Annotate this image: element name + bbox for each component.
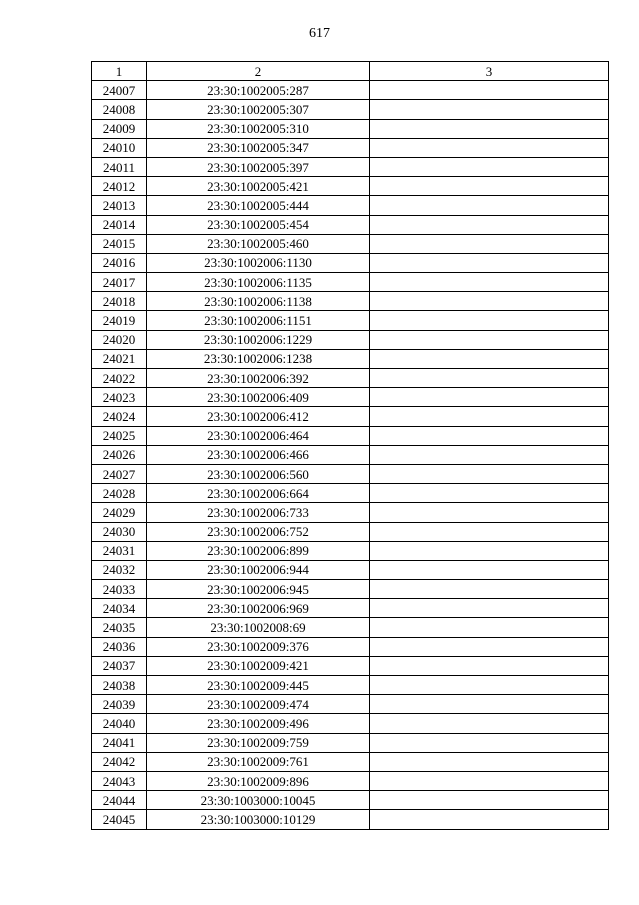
table-row (92, 733, 609, 752)
row-number-cell: 24027 (92, 464, 147, 483)
row-number-cell: 24009 (92, 119, 147, 138)
table-body (92, 81, 609, 829)
row-number-cell: 24029 (92, 503, 147, 522)
row-number-cell: 24045 (92, 810, 147, 829)
cadastral-number-cell: 23:30:1002006:1229 (147, 330, 370, 349)
row-number-cell: 24018 (92, 292, 147, 311)
notes-cell (370, 599, 609, 618)
notes-cell (370, 81, 609, 100)
table-row (92, 292, 609, 311)
cadastral-number-cell: 23:30:1002006:1135 (147, 273, 370, 292)
table-row (92, 157, 609, 176)
table-row (92, 273, 609, 292)
cadastral-number-cell: 23:30:1002006:664 (147, 484, 370, 503)
row-number-cell: 24031 (92, 541, 147, 560)
table-row (92, 695, 609, 714)
row-number-cell: 24035 (92, 618, 147, 637)
row-number-cell: 24014 (92, 215, 147, 234)
notes-cell (370, 349, 609, 368)
row-number-cell: 24036 (92, 637, 147, 656)
row-number-cell: 24022 (92, 369, 147, 388)
notes-cell (370, 253, 609, 272)
cadastral-number-cell: 23:30:1002005:421 (147, 177, 370, 196)
cadastral-number-cell: 23:30:1002006:945 (147, 580, 370, 599)
notes-cell (370, 714, 609, 733)
notes-cell (370, 407, 609, 426)
notes-cell (370, 580, 609, 599)
table-row (92, 791, 609, 810)
table-row (92, 349, 609, 368)
cadastral-number-cell: 23:30:1002006:969 (147, 599, 370, 618)
notes-cell (370, 522, 609, 541)
row-number-cell: 24044 (92, 791, 147, 810)
row-number-cell: 24025 (92, 426, 147, 445)
column-header-1: 1 (92, 62, 147, 81)
cadastral-number-cell: 23:30:1003000:10129 (147, 810, 370, 829)
row-number-cell: 24012 (92, 177, 147, 196)
notes-cell (370, 273, 609, 292)
cadastral-number-cell: 23:30:1002009:759 (147, 733, 370, 752)
cadastral-number-cell: 23:30:1002006:1238 (147, 349, 370, 368)
notes-cell (370, 791, 609, 810)
table-row (92, 445, 609, 464)
table-row (92, 138, 609, 157)
cadastral-number-cell: 23:30:1002009:376 (147, 637, 370, 656)
table-row (92, 330, 609, 349)
notes-cell (370, 484, 609, 503)
cadastral-number-cell: 23:30:1002005:460 (147, 234, 370, 253)
table-row (92, 522, 609, 541)
row-number-cell: 24033 (92, 580, 147, 599)
row-number-cell: 24024 (92, 407, 147, 426)
row-number-cell: 24011 (92, 157, 147, 176)
table-row (92, 100, 609, 119)
row-number-cell: 24023 (92, 388, 147, 407)
notes-cell (370, 100, 609, 119)
cadastral-number-cell: 23:30:1002005:397 (147, 157, 370, 176)
table-row (92, 464, 609, 483)
table-row (92, 426, 609, 445)
row-number-cell: 24016 (92, 253, 147, 272)
registry-table (91, 61, 609, 830)
cadastral-number-cell: 23:30:1002009:474 (147, 695, 370, 714)
table-row (92, 656, 609, 675)
notes-cell (370, 560, 609, 579)
table-row (92, 311, 609, 330)
cadastral-number-cell: 23:30:1002006:466 (147, 445, 370, 464)
row-number-cell: 24042 (92, 752, 147, 771)
cadastral-number-cell: 23:30:1002009:896 (147, 771, 370, 790)
cadastral-number-cell: 23:30:1002005:444 (147, 196, 370, 215)
cadastral-number-cell: 23:30:1002005:287 (147, 81, 370, 100)
row-number-cell: 24020 (92, 330, 147, 349)
table-row (92, 503, 609, 522)
cadastral-number-cell: 23:30:1002006:1130 (147, 253, 370, 272)
notes-cell (370, 138, 609, 157)
row-number-cell: 24013 (92, 196, 147, 215)
notes-cell (370, 637, 609, 656)
cadastral-number-cell: 23:30:1002005:454 (147, 215, 370, 234)
notes-cell (370, 618, 609, 637)
notes-cell (370, 695, 609, 714)
table-row (92, 234, 609, 253)
cadastral-number-cell: 23:30:1002009:421 (147, 656, 370, 675)
cadastral-number-cell: 23:30:1002006:412 (147, 407, 370, 426)
row-number-cell: 24037 (92, 656, 147, 675)
table-row (92, 714, 609, 733)
notes-cell (370, 311, 609, 330)
row-number-cell: 24030 (92, 522, 147, 541)
row-number-cell: 24028 (92, 484, 147, 503)
table-row (92, 599, 609, 618)
row-number-cell: 24040 (92, 714, 147, 733)
table-row (92, 215, 609, 234)
cadastral-number-cell: 23:30:1002006:944 (147, 560, 370, 579)
notes-cell (370, 234, 609, 253)
table-row (92, 580, 609, 599)
table-row (92, 560, 609, 579)
table-header-row (92, 62, 609, 81)
cadastral-number-cell: 23:30:1002005:310 (147, 119, 370, 138)
cadastral-number-cell: 23:30:1002006:1138 (147, 292, 370, 311)
cadastral-number-cell: 23:30:1002006:560 (147, 464, 370, 483)
row-number-cell: 24032 (92, 560, 147, 579)
row-number-cell: 24039 (92, 695, 147, 714)
row-number-cell: 24026 (92, 445, 147, 464)
cadastral-number-cell: 23:30:1002009:761 (147, 752, 370, 771)
table-row (92, 407, 609, 426)
cadastral-number-cell: 23:30:1002008:69 (147, 618, 370, 637)
cadastral-number-cell: 23:30:1002006:409 (147, 388, 370, 407)
table-row (92, 618, 609, 637)
cadastral-number-cell: 23:30:1003000:10045 (147, 791, 370, 810)
table-row (92, 637, 609, 656)
notes-cell (370, 196, 609, 215)
table-row (92, 771, 609, 790)
row-number-cell: 24038 (92, 676, 147, 695)
column-header-3: 3 (370, 62, 609, 81)
table-row (92, 81, 609, 100)
row-number-cell: 24015 (92, 234, 147, 253)
notes-cell (370, 656, 609, 675)
cadastral-number-cell: 23:30:1002009:496 (147, 714, 370, 733)
notes-cell (370, 503, 609, 522)
notes-cell (370, 157, 609, 176)
notes-cell (370, 676, 609, 695)
notes-cell (370, 119, 609, 138)
table-row (92, 369, 609, 388)
table-row (92, 752, 609, 771)
notes-cell (370, 177, 609, 196)
table-row (92, 196, 609, 215)
notes-cell (370, 464, 609, 483)
table-row (92, 810, 609, 829)
row-number-cell: 24041 (92, 733, 147, 752)
notes-cell (370, 388, 609, 407)
cadastral-number-cell: 23:30:1002005:347 (147, 138, 370, 157)
notes-cell (370, 445, 609, 464)
row-number-cell: 24008 (92, 100, 147, 119)
notes-cell (370, 771, 609, 790)
notes-cell (370, 752, 609, 771)
column-header-2: 2 (147, 62, 370, 81)
notes-cell (370, 369, 609, 388)
table-row (92, 676, 609, 695)
cadastral-number-cell: 23:30:1002009:445 (147, 676, 370, 695)
cadastral-number-cell: 23:30:1002006:464 (147, 426, 370, 445)
cadastral-number-cell: 23:30:1002006:733 (147, 503, 370, 522)
page-number: 617 (309, 26, 330, 41)
cadastral-number-cell: 23:30:1002005:307 (147, 100, 370, 119)
cadastral-number-cell: 23:30:1002006:392 (147, 369, 370, 388)
table-row (92, 253, 609, 272)
row-number-cell: 24017 (92, 273, 147, 292)
table-row (92, 541, 609, 560)
cadastral-number-cell: 23:30:1002006:1151 (147, 311, 370, 330)
cadastral-number-cell: 23:30:1002006:752 (147, 522, 370, 541)
notes-cell (370, 330, 609, 349)
notes-cell (370, 292, 609, 311)
notes-cell (370, 541, 609, 560)
notes-cell (370, 733, 609, 752)
notes-cell (370, 810, 609, 829)
row-number-cell: 24043 (92, 771, 147, 790)
table-row (92, 119, 609, 138)
table-row (92, 177, 609, 196)
row-number-cell: 24019 (92, 311, 147, 330)
row-number-cell: 24007 (92, 81, 147, 100)
cadastral-number-cell: 23:30:1002006:899 (147, 541, 370, 560)
row-number-cell: 24034 (92, 599, 147, 618)
notes-cell (370, 215, 609, 234)
table-row (92, 484, 609, 503)
row-number-cell: 24021 (92, 349, 147, 368)
row-number-cell: 24010 (92, 138, 147, 157)
notes-cell (370, 426, 609, 445)
table-row (92, 388, 609, 407)
